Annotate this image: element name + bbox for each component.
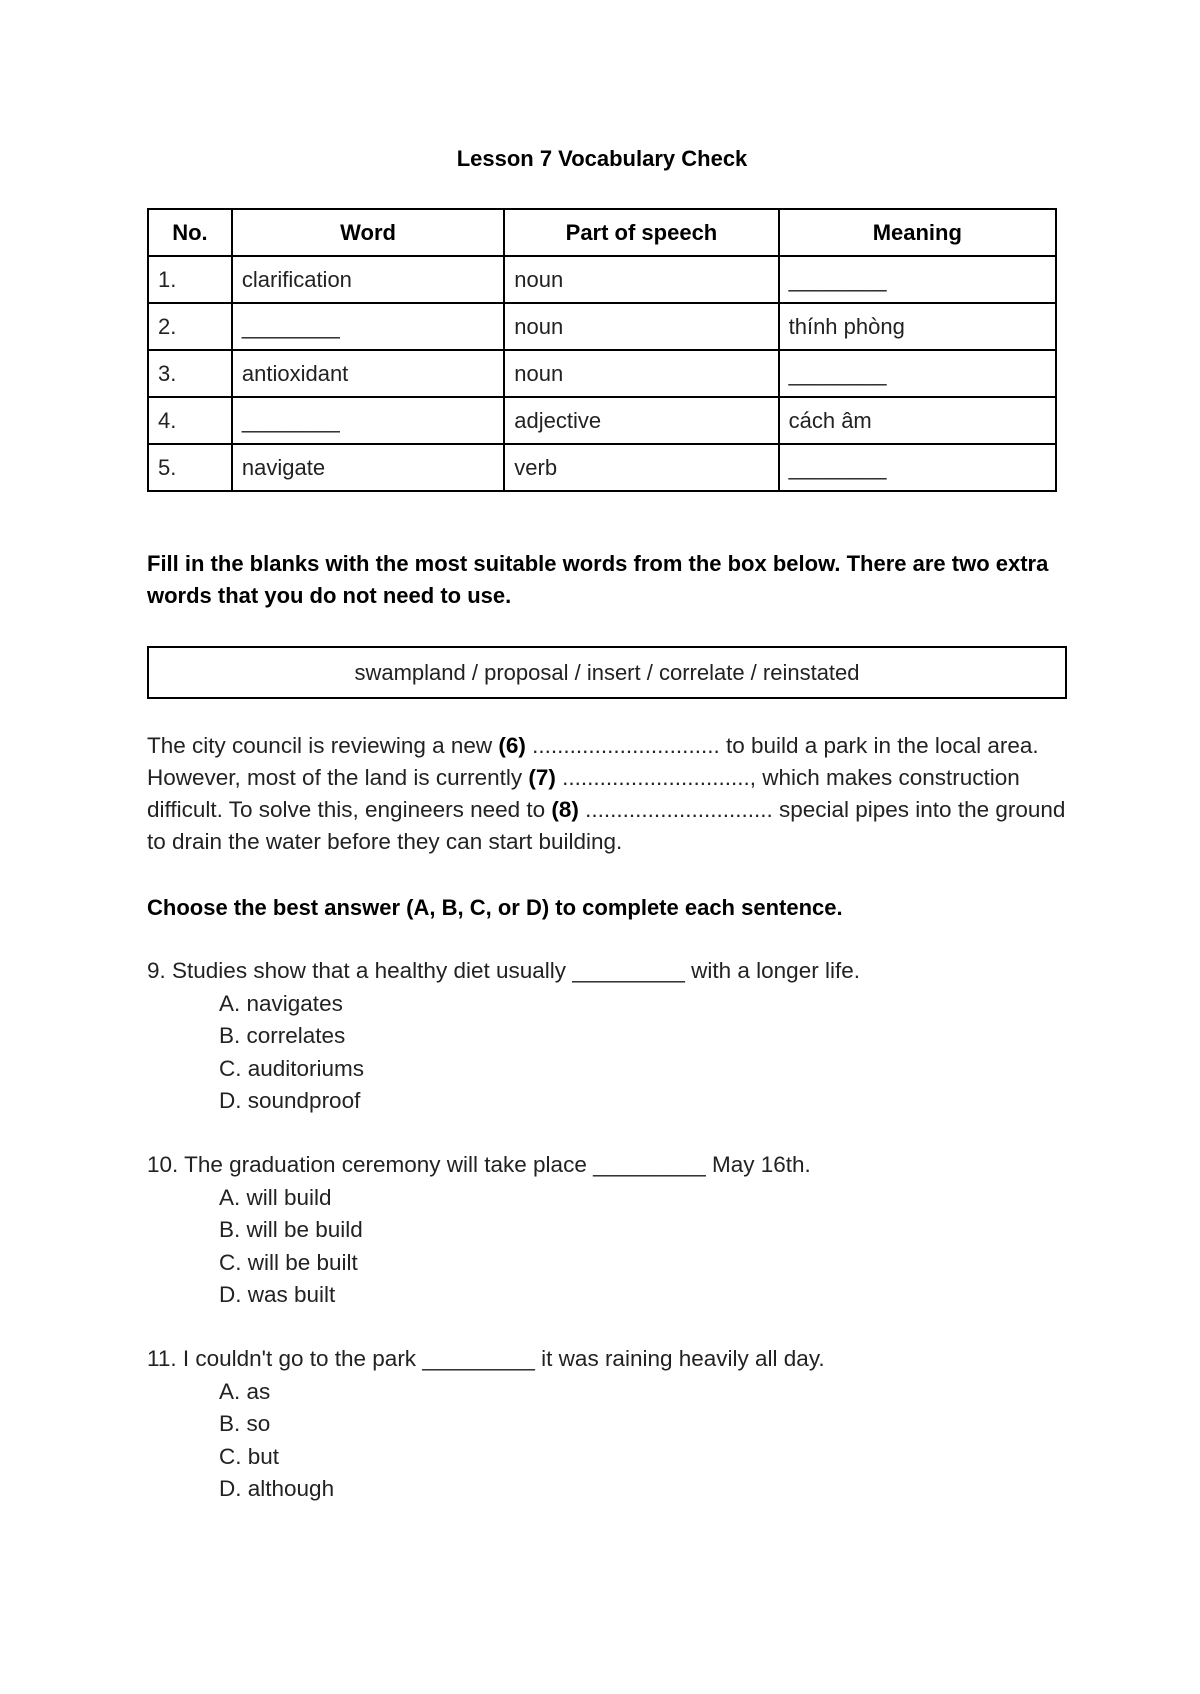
- cell-no: 2.: [148, 303, 232, 350]
- cell-word: navigate: [232, 444, 504, 491]
- cell-meaning: cách âm: [779, 397, 1056, 444]
- cloze-passage: [147, 730, 1077, 858]
- cell-part-of-speech: verb: [504, 444, 778, 491]
- cell-word: ________: [232, 303, 504, 350]
- cell-word: ________: [232, 397, 504, 444]
- option-c: C. but: [219, 1443, 280, 1469]
- option-a: A. navigates: [219, 990, 343, 1016]
- header-part-of-speech: Part of speech: [504, 209, 778, 256]
- passage-text: The city council is reviewing a new: [147, 733, 499, 758]
- cell-part-of-speech: noun: [504, 256, 778, 303]
- table-row: [148, 444, 1056, 491]
- cell-part-of-speech: noun: [504, 303, 778, 350]
- option-b: B. correlates: [219, 1023, 346, 1048]
- question-stem: 9. Studies show that a healthy diet usually _________ with a longer life.: [147, 958, 860, 983]
- cell-no: 5.: [148, 444, 232, 491]
- table-row: [148, 303, 1056, 350]
- table-row: [148, 256, 1056, 303]
- vocabulary-table: [147, 208, 1057, 492]
- cell-word: antioxidant: [232, 350, 504, 397]
- header-word: Word: [232, 209, 504, 256]
- blank-number-7: (7): [528, 765, 556, 790]
- header-meaning: Meaning: [779, 209, 1056, 256]
- option-d: D. was built: [219, 1282, 336, 1307]
- page-title: Lesson 7 Vocabulary Check: [456, 146, 748, 171]
- cell-meaning: ________: [779, 350, 1056, 397]
- word-box: swampland / proposal / insert / correlate / reinstated: [147, 646, 1067, 699]
- option-c: C. auditoriums: [219, 1055, 365, 1081]
- cell-no: 1.: [148, 256, 232, 303]
- option-a: A. will build: [219, 1184, 332, 1210]
- cell-meaning: ________: [779, 256, 1056, 303]
- table-row: [148, 350, 1056, 397]
- option-d: D. soundproof: [219, 1088, 361, 1113]
- multiple-choice-instruction: Choose the best answer (A, B, C, or D) to complete each sentence.: [147, 895, 843, 920]
- blank-number-6: (6): [498, 733, 526, 758]
- cell-word: clarification: [232, 256, 504, 303]
- question-9: [147, 955, 1067, 1118]
- option-a: A. as: [219, 1378, 271, 1404]
- cell-meaning: ________: [779, 444, 1056, 491]
- blank-number-8: (8): [551, 797, 579, 822]
- fill-blanks-instruction: Fill in the blanks with the most suitable words from the box below. There are two extra words that you do not need to use.: [147, 551, 1049, 608]
- cell-part-of-speech: noun: [504, 350, 778, 397]
- header-no: No.: [148, 209, 232, 256]
- option-c: C. will be built: [219, 1249, 358, 1275]
- table-row: [148, 397, 1056, 444]
- cell-no: 3.: [148, 350, 232, 397]
- passage-text: .............................. special pipes into the ground to drain the water before they can start building.: [147, 797, 1066, 854]
- cell-no: 4.: [148, 397, 232, 444]
- cell-meaning: thính phòng: [779, 303, 1056, 350]
- table-header-row: [148, 209, 1056, 256]
- question-11: [147, 1343, 1067, 1506]
- question-10: [147, 1149, 1067, 1312]
- question-stem: 10. The graduation ceremony will take place _________ May 16th.: [147, 1152, 811, 1177]
- passage-text: .............................. to build a park in the local area. However, most of the land is currently: [147, 733, 1039, 790]
- question-stem: 11. I couldn't go to the park _________ it was raining heavily all day.: [147, 1346, 825, 1371]
- option-d: D. although: [219, 1476, 335, 1501]
- option-b: B. so: [219, 1411, 271, 1436]
- passage-text: .............................., which makes construction difficult. To solve this, engineers need to: [147, 765, 1020, 822]
- cell-part-of-speech: adjective: [504, 397, 778, 444]
- option-b: B. will be build: [219, 1217, 363, 1242]
